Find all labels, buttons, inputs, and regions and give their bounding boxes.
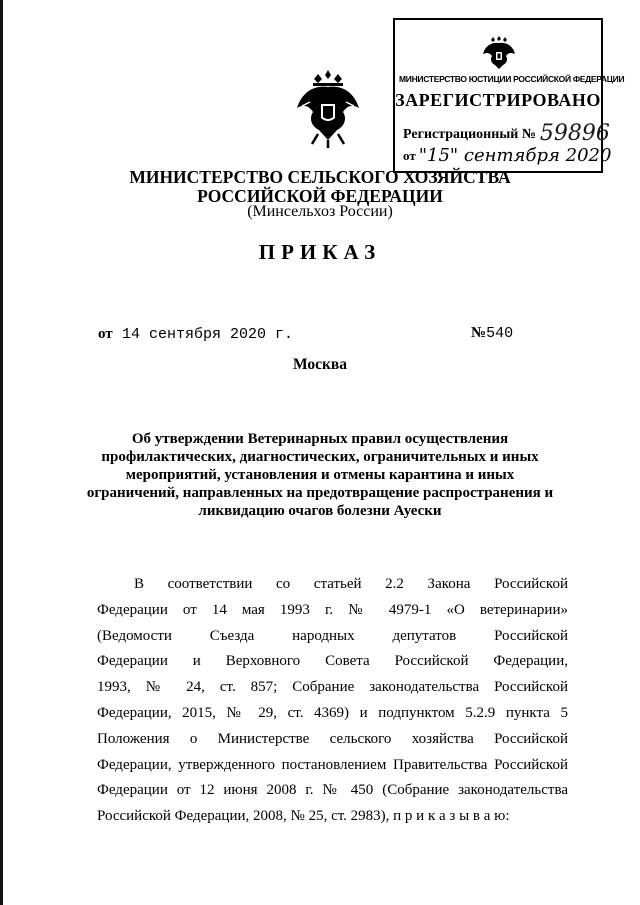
order-city: Москва [292,356,348,373]
ministry-name-line2: РОССИЙСКОЙ ФЕДЕРАЦИИ [197,186,443,206]
body-line: Федерации и Верховного Совета Российской Федерации, [97,653,568,670]
order-number-label: № [471,325,487,341]
body-line: В соответствии со статьей 2.2 Закона Российской [134,576,568,592]
body-line: 1993, № 24, ст. 857; Собрание законодательства Российской [97,679,568,696]
stamp-registration-row [403,119,610,144]
subject-line: ограничений, направленных на предотвращение распространения и [86,485,554,501]
body-line: (Ведомости Съезда народных депутатов Российской [97,627,568,644]
order-date-value: 14 сентября 2020 г. [122,326,294,343]
eagle-emblem-icon [481,32,517,72]
subject-line: мероприятий, установления и отмены карантина и иных [125,467,515,483]
body-line: Федерации от 12 июня 2008 г. № 450 (Собрание законодательства [97,782,568,799]
stamp-reg-number: 59896 [539,121,610,146]
order-body [97,572,568,830]
stamp-date-prefix: от [403,148,416,163]
subject-line: Об утверждении Ветеринарных правил осуществления [131,431,509,447]
page-edge [0,0,3,905]
registration-stamp [393,18,625,173]
body-line: Федерации от 14 мая 1993 г. № 4979-1 «О ветеринарии» [97,601,568,618]
order-date-label: от [98,326,113,342]
ministry-short-name: (Минсельхоз России) [247,203,393,220]
stamp-ministry-label: МИНИСТЕРСТВО ЮСТИЦИИ РОССИЙСКОЙ ФЕДЕРАЦИИ [399,74,625,84]
order-title: ПРИКАЗ [258,240,382,264]
order-number-value: 540 [486,325,514,342]
body-line: Федерации, 2015, № 29, ст. 4369) и подпунктом 5.2.9 пункта 5 [97,704,568,721]
stamp-handwritten-date: "15" сентября 2020 [418,145,612,166]
stamp-reg-label: Регистрационный № [403,127,536,142]
subject-line: профилактических, диагностических, ограничительных и иных [101,449,539,465]
order-subject [80,430,560,520]
coat-of-arms-icon [294,68,362,150]
order-number [471,325,513,342]
body-line: Российской Федерации, 2008, № 25, ст. 2983), п р и к а з ы в а ю: [97,808,510,825]
stamp-registered-label: ЗАРЕГИСТРИРОВАНО [395,90,601,110]
body-line: Федерации, утвержденного постановлением Правительства Российской [97,756,568,773]
body-line: Положения о Министерстве сельского хозяйства Российской [97,730,568,747]
ministry-name-line1: МИНИСТЕРСТВО СЕЛЬСКОГО ХОЗЯЙСТВА [129,167,511,187]
stamp-date-row [403,144,611,165]
subject-line: ликвидацию очагов болезни Ауески [198,503,442,519]
